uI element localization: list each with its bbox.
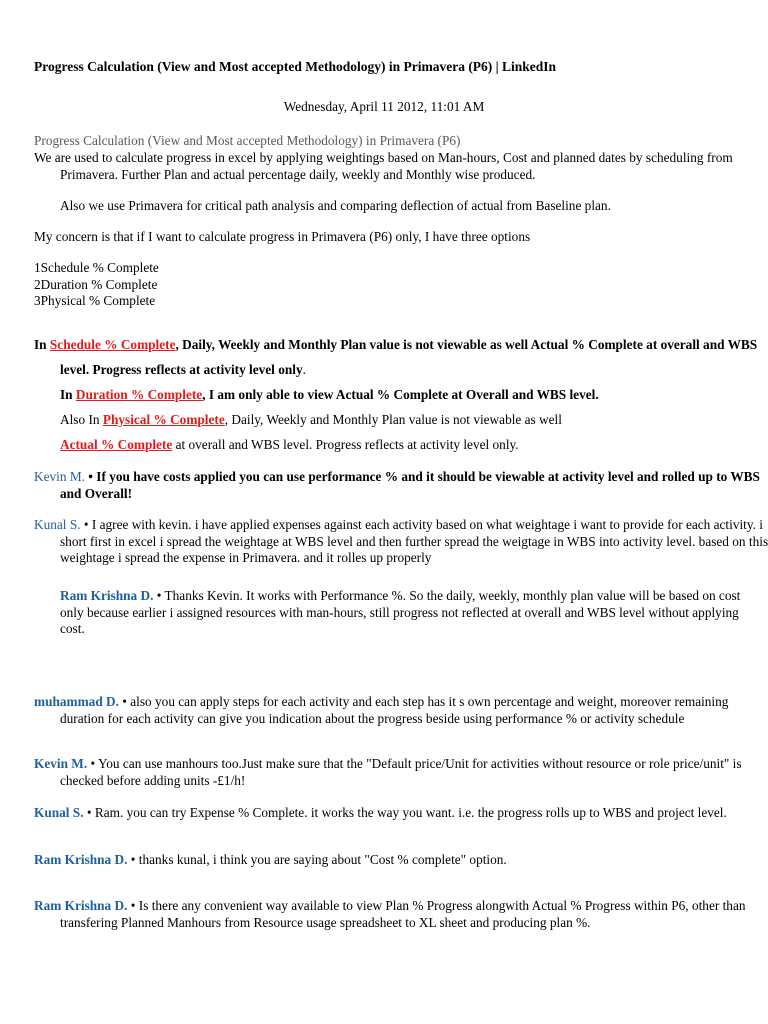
comment-author[interactable]: Ram Krishna D.: [34, 898, 128, 913]
comment: [60, 588, 746, 638]
comment: [34, 469, 768, 502]
comment-text: • I agree with kevin. i have applied expenses against each activity based on what weightage i want to provide for each activity. i short first in excel i spread the weightage at WBS level and then further spread the weigtage in WBS into activity level. based on this weightage i spread the expense in Primavera. and it rolles up properly: [60, 517, 768, 566]
comment-author[interactable]: Kunal S.: [34, 805, 84, 820]
comment: [34, 898, 768, 931]
comment: [34, 694, 768, 727]
schedule-complete-paragraph: In Schedule % Complete, Daily, Weekly and Monthly Plan value is not viewable as well Actual % Complete at overall and WBS level. Progress reflects at activity level only.: [34, 337, 758, 377]
actual-complete-link[interactable]: Actual % Complete: [60, 437, 173, 452]
physical-complete-link[interactable]: Physical % Complete: [102, 412, 225, 427]
comment: [34, 517, 768, 567]
comment-text: • Ram. you can try Expense % Complete. it works the way you want. i.e. the progress rolls up to WBS and project level.: [83, 805, 727, 820]
intro-paragraph: We are used to calculate progress in excel by applying weightings based on Man-hours, Cost and planned dates by scheduling from Primavera. Further Plan and actual percentage daily, weekly and Monthly wise produced.: [34, 150, 733, 182]
comment: [34, 805, 768, 822]
comment-text: • also you can apply steps for each activity and each step has it s own percentage and weight, moreover remaining duration for each activity can give you indication about the progress beside using performance % or activity schedule: [60, 694, 729, 726]
duration-complete-paragraph: In Duration % Complete, I am only able to view Actual % Complete at Overall and WBS level.: [60, 387, 599, 402]
comment-author[interactable]: Kunal S.: [34, 517, 81, 532]
comment-author[interactable]: muhammad D.: [34, 694, 119, 709]
comment-author[interactable]: Ram Krishna D.: [34, 852, 128, 867]
date-stamp: Wednesday, April 11 2012, 11:01 AM: [283, 99, 485, 114]
option-item: 2Duration % Complete: [34, 276, 158, 292]
comment-author[interactable]: Ram Krishna D.: [60, 588, 154, 603]
physical-complete-paragraph: Also In Physical % Complete, Daily, Weekly and Monthly Plan value is not viewable as well: [60, 412, 562, 427]
comment-author[interactable]: Kevin M.: [34, 469, 85, 484]
duration-complete-link[interactable]: Duration % Complete: [75, 387, 203, 402]
actual-complete-paragraph: Actual % Complete at overall and WBS level. Progress reflects at activity level only.: [60, 437, 519, 452]
comment-text: • Is there any convenient way available to view Plan % Progress alongwith Actual % Progress within P6, other than transfering Planned Manhours from Resource usage spreadsheet to XL sheet and producing plan %.: [60, 898, 746, 930]
options-list: [34, 260, 746, 310]
option-item: 3Physical % Complete: [34, 293, 156, 309]
schedule-complete-link[interactable]: Schedule % Complete: [49, 337, 176, 352]
comment-text: • If you have costs applied you can use performance % and it should be viewable at activity level and rolled up to WBS and Overall!: [60, 469, 760, 501]
page-title: Progress Calculation (View and Most accepted Methodology) in Primavera (P6) | LinkedIn: [34, 59, 557, 74]
comment-text: • Thanks Kevin. It works with Performance %. So the daily, weekly, monthly plan value will be based on cost only because earlier i assigned resources with man-hours, still progress not reflected at overall and WBS level without applying cost.: [60, 588, 741, 637]
comment-text: • thanks kunal, i think you are saying about "Cost % complete" option.: [127, 852, 507, 867]
critical-path-paragraph: Also we use Primavera for critical path analysis and comparing deflection of actual from Baseline plan.: [60, 198, 611, 213]
concern-paragraph: My concern is that if I want to calculate progress in Primavera (P6) only, I have three options: [34, 229, 531, 244]
comment-author[interactable]: Kevin M.: [34, 756, 88, 771]
option-item: 1Schedule % Complete: [34, 260, 159, 275]
article-subtitle: Progress Calculation (View and Most accepted Methodology) in Primavera (P6): [34, 133, 461, 148]
comment: [34, 756, 768, 789]
comment: [34, 852, 768, 869]
comment-text: • You can use manhours too.Just make sure that the "Default price/Unit for activities without resource or role price/unit" is checked before adding units -£1/h!: [60, 756, 742, 788]
